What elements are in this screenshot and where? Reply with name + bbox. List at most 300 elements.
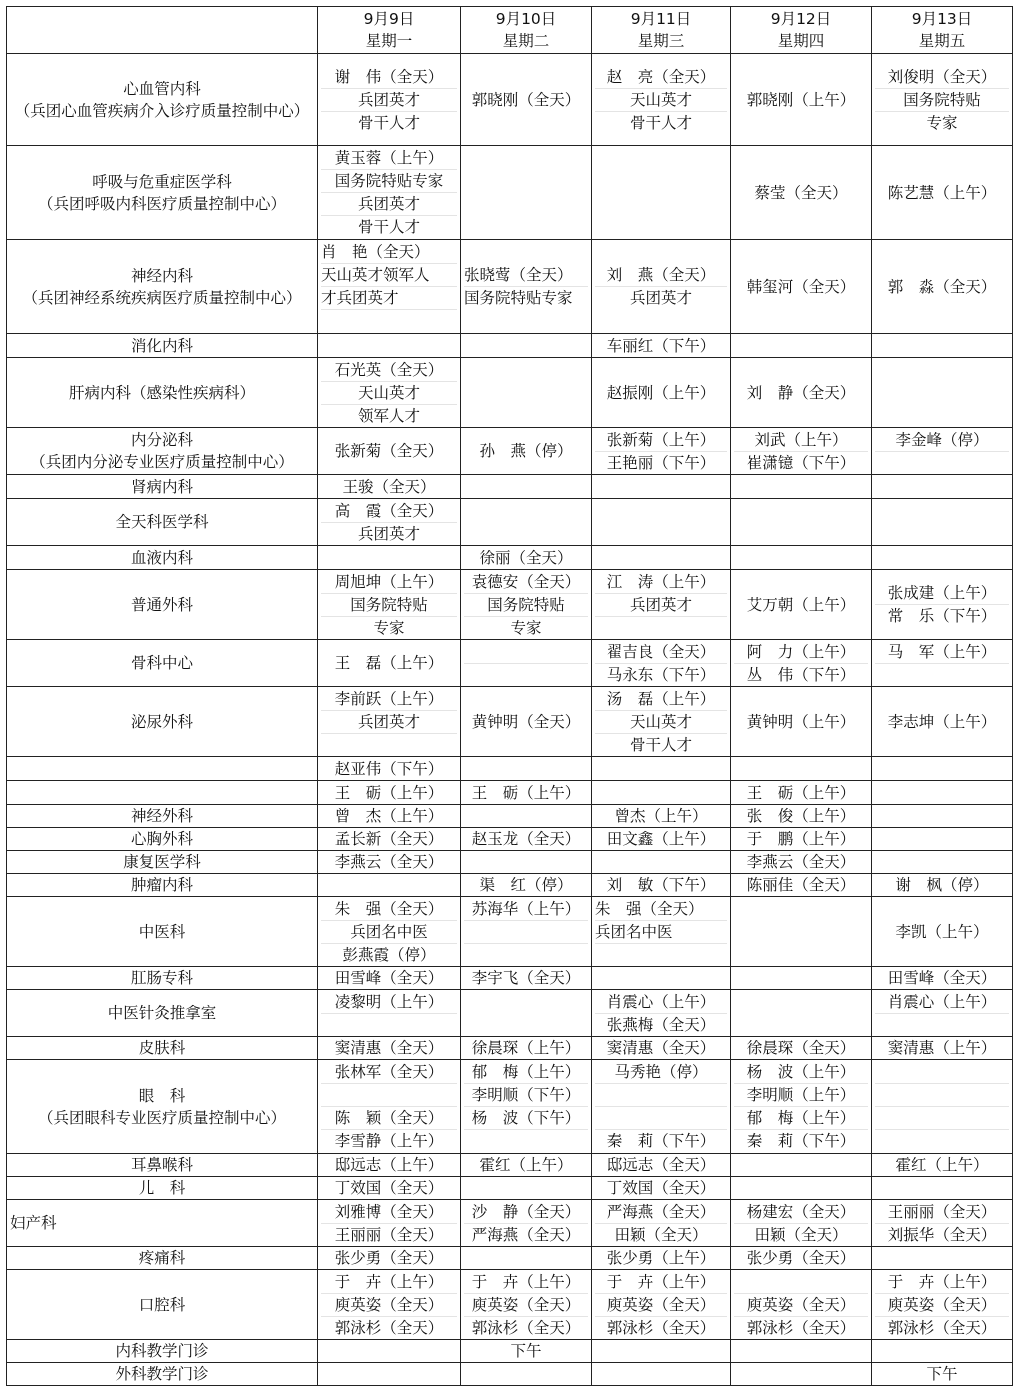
schedule-cell [731, 570, 872, 640]
doctor-entry: 马秀艳（停） [614, 1063, 708, 1081]
schedule-cell [461, 1037, 592, 1060]
department-name [7, 1363, 318, 1386]
schedule-cell [592, 851, 731, 874]
doctor-entry: 朱 强（全天） [334, 899, 444, 918]
schedule-cell [318, 475, 461, 499]
schedule-cell [731, 990, 872, 1037]
department-row [7, 240, 1013, 334]
department-name-line: 骨科中心 [130, 654, 193, 672]
doctor-entry: 刘俊明（全天） [887, 67, 997, 86]
schedule-cell [461, 475, 592, 499]
doctor-entry [464, 1363, 588, 1385]
doctor-entry: 国务院特贴专家 [321, 169, 457, 192]
department-row [7, 1037, 1013, 1060]
schedule-cell [731, 358, 872, 428]
corner-cell [7, 7, 318, 54]
schedule-cell [872, 358, 1013, 428]
department-name-line: 外科教学门诊 [115, 1365, 209, 1383]
doctor-entry [734, 967, 868, 989]
schedule-cell [461, 358, 592, 428]
department-name-line: 内分泌科 [130, 431, 193, 449]
department-name [7, 967, 318, 990]
schedule-cell [318, 851, 461, 874]
schedule-cell [592, 358, 731, 428]
department-name-line: 康复医学科 [123, 853, 201, 871]
department-name [7, 428, 318, 475]
day-header-thu [731, 7, 872, 54]
weekday-label: 星期四 [777, 32, 825, 50]
schedule-cell [592, 805, 731, 828]
schedule-cell [872, 990, 1013, 1037]
department-name [7, 570, 318, 640]
date-label: 9月9日 [363, 10, 415, 28]
department-name [7, 874, 318, 897]
doctor-entry: 窦清惠（全天） [334, 1039, 444, 1057]
doctor-entry: 兵团名中医 [321, 920, 457, 943]
doctor-entry: 张晓莺（全天） [464, 266, 573, 284]
schedule-cell [731, 874, 872, 897]
schedule-cell [461, 757, 592, 781]
weekday-label: 星期五 [918, 32, 966, 50]
doctor-entry: 丁效国（全天） [606, 1179, 716, 1197]
doctor-entry [875, 782, 1009, 804]
schedule-cell [461, 428, 592, 475]
department-name [7, 1247, 318, 1270]
department-name-line: 中医科 [138, 922, 186, 941]
department-name-line: （兵团心血管疾病介入诊疗质量控制中心） [14, 101, 310, 120]
doctor-entry: 刘雅博（全天） [334, 1202, 444, 1221]
doctor-entry [595, 851, 727, 873]
doctor-entry: 庾英姿（全天） [464, 1293, 588, 1316]
department-name-line: 心血管内科 [123, 79, 201, 98]
doctor-entry: 渠 红（停） [479, 876, 573, 894]
schedule-cell [592, 1037, 731, 1060]
schedule-cell [872, 1363, 1013, 1386]
schedule-cell [461, 1247, 592, 1270]
department-name [7, 334, 318, 358]
department-row [7, 570, 1013, 640]
schedule-cell [872, 1340, 1013, 1363]
doctor-entry: 李志坤（上午） [887, 712, 997, 731]
schedule-cell [461, 1340, 592, 1363]
doctor-entry: 孙 燕（停） [479, 442, 573, 460]
doctor-entry: 李金峰（停） [895, 430, 989, 449]
doctor-entry: 张少勇（上午） [606, 1249, 716, 1267]
doctor-entry: 国务院特贴专家 [464, 286, 588, 309]
doctor-entry: 严海燕（全天） [464, 1223, 588, 1246]
doctor-entry: 骨干人才 [595, 733, 727, 756]
schedule-cell [318, 874, 461, 897]
schedule-cell [731, 1270, 872, 1340]
doctor-entry: 朱 强（全天） [595, 899, 704, 918]
doctor-entry: 才兵团英才 [321, 286, 457, 309]
schedule-cell [318, 687, 461, 757]
department-name [7, 757, 318, 781]
department-row [7, 334, 1013, 358]
schedule-cell [731, 1363, 872, 1386]
doctor-entry [321, 1013, 457, 1036]
doctor-entry: 庾英姿（全天） [321, 1293, 457, 1316]
date-label: 9月11日 [630, 10, 692, 28]
schedule-cell [461, 1060, 592, 1154]
doctor-entry [464, 805, 588, 827]
doctor-entry: 张少勇（全天） [746, 1249, 856, 1267]
doctor-entry: 张林军（全天） [334, 1063, 444, 1081]
department-name [7, 1060, 318, 1154]
doctor-entry [464, 476, 588, 498]
department-row [7, 54, 1013, 146]
schedule-cell [318, 1200, 461, 1247]
schedule-cell [872, 640, 1013, 687]
schedule-cell [731, 146, 872, 240]
schedule-cell [731, 897, 872, 967]
schedule-cell [318, 1363, 461, 1386]
doctor-entry [464, 335, 588, 357]
doctor-entry: 陈丽佳（全天） [746, 876, 856, 894]
doctor-entry: 国务院特贴 [321, 593, 457, 616]
doctor-entry [464, 758, 588, 780]
schedule-cell [731, 1340, 872, 1363]
schedule-cell [872, 967, 1013, 990]
department-row [7, 851, 1013, 874]
doctor-entry: 秦 莉（下午） [595, 1129, 727, 1152]
schedule-cell [731, 1154, 872, 1177]
doctor-entry [464, 1129, 588, 1152]
schedule-cell [461, 546, 592, 570]
schedule-cell [872, 570, 1013, 640]
schedule-cell [592, 1270, 731, 1340]
department-row [7, 1270, 1013, 1340]
schedule-cell [318, 990, 461, 1037]
doctor-entry: 秦 莉（下午） [734, 1129, 868, 1152]
doctor-entry: 兵团英才 [595, 286, 727, 309]
department-row [7, 640, 1013, 687]
doctor-entry: 专家 [875, 111, 1009, 134]
schedule-cell [461, 499, 592, 546]
doctor-entry: 袁德安（全天） [471, 572, 581, 591]
doctor-entry: 窦清惠（全天） [606, 1039, 716, 1057]
department-row [7, 358, 1013, 428]
doctor-entry: 兵团名中医 [595, 920, 727, 943]
doctor-entry: 谢 枫（停） [895, 876, 989, 894]
doctor-entry: 赵 亮（全天） [606, 67, 716, 86]
doctor-entry [734, 921, 868, 943]
schedule-cell [592, 1177, 731, 1200]
schedule-cell [318, 358, 461, 428]
schedule-cell [872, 499, 1013, 546]
doctor-entry [875, 1129, 1009, 1152]
department-name-line: 肿瘤内科 [130, 876, 193, 894]
doctor-entry [875, 1106, 1009, 1129]
day-header-mon [318, 7, 461, 54]
doctor-entry: 李宇飞（全天） [471, 969, 581, 987]
doctor-entry: 天山英才 [321, 381, 457, 404]
doctor-entry: 刘 燕（全天） [606, 266, 716, 284]
doctor-entry [875, 382, 1009, 404]
schedule-cell [592, 1200, 731, 1247]
doctor-entry: 郭泳杉（全天） [464, 1316, 588, 1339]
doctor-entry [595, 1083, 727, 1106]
department-name-line: 神经外科 [130, 807, 193, 825]
schedule-cell [318, 54, 461, 146]
schedule-cell [461, 828, 592, 851]
department-row [7, 1060, 1013, 1154]
doctor-entry [321, 1340, 457, 1362]
schedule-cell [592, 1340, 731, 1363]
schedule-cell [461, 1270, 592, 1340]
schedule-cell [461, 805, 592, 828]
doctor-entry: 陈 颖（全天） [321, 1106, 457, 1129]
doctor-entry [875, 805, 1009, 827]
doctor-entry: 赵玉龙（全天） [471, 830, 581, 848]
department-name-line: 心胸外科 [130, 830, 193, 848]
department-row [7, 1363, 1013, 1386]
schedule-cell [872, 874, 1013, 897]
doctor-entry: 田颖（全天） [595, 1223, 727, 1246]
schedule-cell [318, 1177, 461, 1200]
doctor-entry: 田文鑫（上午） [606, 830, 716, 848]
department-name [7, 805, 318, 828]
doctor-entry [464, 641, 588, 663]
department-row [7, 428, 1013, 475]
schedule-cell [318, 967, 461, 990]
schedule-cell [318, 428, 461, 475]
doctor-entry: 王 磊（上午） [334, 654, 444, 672]
doctor-entry: 霍红（上午） [479, 1156, 573, 1174]
department-name-line: 疼痛科 [138, 1249, 186, 1267]
department-name-line: 泌尿外科 [130, 712, 193, 731]
schedule-cell [592, 828, 731, 851]
doctor-entry [595, 1106, 727, 1129]
doctor-entry [875, 1177, 1009, 1199]
doctor-entry [464, 943, 588, 966]
doctor-entry: 国务院特贴 [464, 593, 588, 616]
schedule-cell [731, 1200, 872, 1247]
department-row [7, 990, 1013, 1037]
doctor-entry: 郁 梅（上午） [471, 1063, 581, 1081]
department-name-line: 肛肠专科 [130, 969, 193, 987]
doctor-entry [875, 451, 1009, 474]
schedule-cell [592, 1363, 731, 1386]
schedule-cell [872, 475, 1013, 499]
doctor-entry: 王丽丽（全天） [887, 1202, 997, 1221]
schedule-cell [872, 828, 1013, 851]
department-name-line: 中医针灸推拿室 [107, 1004, 217, 1022]
schedule-cell [461, 851, 592, 874]
doctor-entry [875, 1061, 1009, 1083]
department-name [7, 851, 318, 874]
doctor-entry: 霍红（上午） [895, 1156, 989, 1174]
schedule-cell [731, 967, 872, 990]
schedule-cell [731, 1177, 872, 1200]
doctor-entry: 下午 [926, 1365, 958, 1383]
schedule-cell [592, 334, 731, 358]
schedule-cell [592, 640, 731, 687]
schedule-cell [872, 1247, 1013, 1270]
schedule-cell [461, 1200, 592, 1247]
doctor-entry: 石光英（全天） [334, 360, 444, 379]
doctor-entry: 骨干人才 [595, 111, 727, 134]
doctor-entry: 汤 磊（上午） [606, 689, 716, 708]
doctor-entry: 张新菊（全天） [334, 442, 444, 460]
department-row [7, 805, 1013, 828]
doctor-entry: 谢 伟（全天） [334, 67, 444, 86]
doctor-entry [464, 1177, 588, 1199]
schedule-cell [461, 1363, 592, 1386]
doctor-entry [875, 335, 1009, 357]
doctor-entry: 王艳丽（下午） [595, 451, 727, 474]
doctor-entry: 崔潇镱（下午） [734, 451, 868, 474]
doctor-entry [464, 382, 588, 404]
doctor-entry [875, 758, 1009, 780]
doctor-entry: 邸远志（上午） [334, 1156, 444, 1174]
doctor-entry: 肖震心（上午） [887, 992, 997, 1011]
doctor-entry: 于 鹏（上午） [746, 830, 856, 848]
schedule-cell [872, 781, 1013, 805]
schedule-cell [461, 570, 592, 640]
doctor-entry [875, 851, 1009, 873]
doctor-entry: 于 卉（上午） [887, 1272, 997, 1291]
schedule-cell [731, 546, 872, 570]
doctor-entry [464, 511, 588, 533]
doctor-entry [734, 1363, 868, 1385]
doctor-entry [875, 1083, 1009, 1106]
schedule-cell [731, 1060, 872, 1154]
department-name-line: 全天科医学科 [115, 513, 209, 531]
schedule-cell [731, 805, 872, 828]
schedule-cell [592, 570, 731, 640]
doctor-entry: 天山英才 [595, 710, 727, 733]
schedule-cell [872, 1177, 1013, 1200]
doctor-entry: 国务院特贴 [875, 88, 1009, 111]
doctor-entry [321, 1083, 457, 1106]
schedule-cell [592, 757, 731, 781]
department-name-line: 内科教学门诊 [115, 1342, 209, 1360]
department-row [7, 1200, 1013, 1247]
doctor-entry: 肖震心（上午） [606, 992, 716, 1011]
doctor-entry [321, 547, 457, 569]
doctor-entry: 郭泳杉（全天） [875, 1316, 1009, 1339]
department-name [7, 1200, 318, 1247]
doctor-entry: 杨 波（上午） [746, 1063, 856, 1081]
department-name-line: 消化内科 [130, 336, 193, 355]
doctor-entry: 郁 梅（上午） [734, 1106, 868, 1129]
doctor-entry [321, 335, 457, 357]
schedule-cell [461, 897, 592, 967]
schedule-cell [872, 1037, 1013, 1060]
doctor-entry [595, 547, 727, 569]
schedule-cell [592, 1060, 731, 1154]
schedule-cell [731, 828, 872, 851]
doctor-entry [875, 547, 1009, 569]
schedule-cell [592, 990, 731, 1037]
doctor-entry: 翟吉良（全天） [606, 642, 716, 661]
doctor-entry: 兵团英才 [321, 192, 457, 215]
doctor-entry: 江 涛（上午） [606, 572, 716, 591]
schedule-cell [318, 1060, 461, 1154]
doctor-entry: 于 卉（上午） [334, 1272, 444, 1291]
department-name-line: 肾病内科 [130, 477, 193, 496]
schedule-cell [592, 687, 731, 757]
department-name [7, 240, 318, 334]
day-header-tue [461, 7, 592, 54]
doctor-entry: 常 乐（下午） [875, 604, 1009, 627]
department-row [7, 828, 1013, 851]
schedule-cell [318, 1247, 461, 1270]
schedule-cell [731, 475, 872, 499]
doctor-entry: 庾英姿（全天） [595, 1293, 727, 1316]
schedule-cell [731, 640, 872, 687]
schedule-cell [318, 781, 461, 805]
doctor-entry: 马永东（下午） [595, 663, 727, 686]
doctor-entry [321, 874, 457, 896]
doctor-entry: 田雪峰（全天） [887, 969, 997, 987]
schedule-cell [592, 475, 731, 499]
department-row [7, 874, 1013, 897]
schedule-cell [318, 757, 461, 781]
department-row [7, 1340, 1013, 1363]
schedule-cell [872, 240, 1013, 334]
doctor-entry: 窦清惠（上午） [887, 1039, 997, 1057]
doctor-entry: 天山英才 [595, 88, 727, 111]
schedule-cell [318, 828, 461, 851]
doctor-entry: 兵团英才 [321, 88, 457, 111]
doctor-entry [734, 335, 868, 357]
doctor-entry [595, 182, 727, 204]
doctor-entry [875, 828, 1009, 850]
day-header-wed [592, 7, 731, 54]
doctor-entry: 黄玉蓉（上午） [334, 149, 444, 167]
schedule-cell [461, 874, 592, 897]
doctor-entry: 苏海华（上午） [471, 899, 581, 918]
schedule-cell [318, 499, 461, 546]
doctor-entry [875, 663, 1009, 686]
schedule-cell [872, 1200, 1013, 1247]
doctor-entry: 曾杰（上午） [614, 807, 708, 825]
schedule-cell [731, 499, 872, 546]
department-name-line: 呼吸与危重症医学科 [92, 172, 232, 191]
schedule-cell [461, 1154, 592, 1177]
doctor-entry: 郭 淼（全天） [887, 277, 997, 296]
schedule-cell [872, 897, 1013, 967]
doctor-entry [734, 1177, 868, 1199]
doctor-entry: 凌黎明（上午） [334, 992, 444, 1011]
schedule-cell [318, 805, 461, 828]
schedule-cell [872, 851, 1013, 874]
doctor-entry: 庾英姿（全天） [734, 1293, 868, 1316]
doctor-entry [875, 1340, 1009, 1362]
department-name [7, 687, 318, 757]
doctor-entry [464, 182, 588, 204]
schedule-cell [872, 54, 1013, 146]
doctor-entry: 李明顺（下午） [464, 1083, 588, 1106]
doctor-entry: 阿 力（上午） [746, 642, 856, 661]
doctor-entry: 车丽红（下午） [606, 336, 716, 355]
doctor-entry [734, 547, 868, 569]
doctor-entry: 刘 静（全天） [746, 383, 856, 402]
schedule-cell [461, 990, 592, 1037]
department-row [7, 1247, 1013, 1270]
doctor-entry: 兵团英才 [321, 522, 457, 545]
doctor-entry [321, 733, 457, 756]
department-name [7, 640, 318, 687]
schedule-cell [318, 570, 461, 640]
weekday-label: 星期一 [365, 32, 413, 50]
doctor-entry: 王丽丽（全天） [321, 1223, 457, 1246]
doctor-entry [464, 920, 588, 943]
doctor-entry: 于 卉（上午） [606, 1272, 716, 1291]
department-name-line: 血液内科 [130, 548, 193, 567]
